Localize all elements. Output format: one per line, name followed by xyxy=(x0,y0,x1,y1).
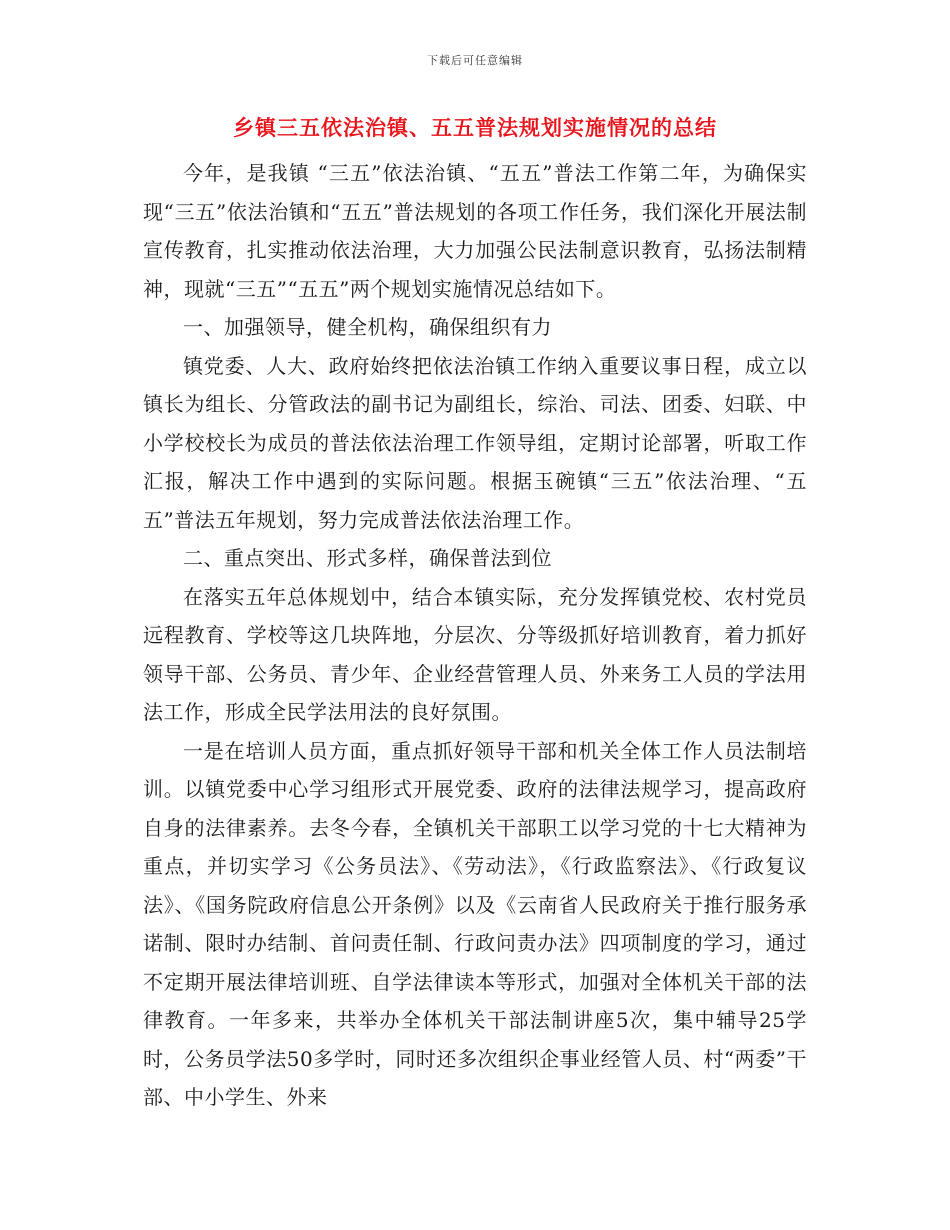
intro-paragraph: 今年，是我镇 “三五”依法治镇、“五五”普法工作第二年，为确保实现“三五”依法治镇和“五五”普法规划的各项工作任务，我们深化开展法制宣传教育，扎实推动依法治理，大力加强公民法制意识教育，弘扬法制精神，现就“三五”“五五”两个规划实施情况总结如下。 xyxy=(143,161,807,301)
section-heading-2: 二、重点突出、形式多样，确保普法到位 xyxy=(183,546,552,570)
section-heading-1: 一、加强领导，健全机构，确保组织有力 xyxy=(183,315,552,339)
section-1-paragraph: 镇党委、人大、政府始终把依法治镇工作纳入重要议事日程，成立以镇长为组长、分管政法的副书记为副组长，综治、司法、团委、妇联、中小学校校长为成员的普法依法治理工作领导组，定期讨论部署，听取工作汇报，解决工作中遇到的实际问题。根据玉碗镇“三五”依法治理、“五五”普法五年规划，努力完成普法依法治理工作。 xyxy=(143,353,807,532)
section-2-paragraph: 在落实五年总体规划中，结合本镇实际，充分发挥镇党校、农村党员远程教育、学校等这几块阵地，分层次、分等级抓好培训教育，着力抓好领导干部、公务员、青少年、企业经营管理人员、外来务工人员的学法用法工作，形成全民学法用法的良好氛围。 xyxy=(143,584,807,724)
document-body xyxy=(143,154,807,1117)
document-title: 乡镇三五依法治镇、五五普法规划实施情况的总结 xyxy=(233,115,717,140)
section-2-point-1-paragraph: 一是在培训人员方面，重点抓好领导干部和机关全体工作人员法制培训。以镇党委中心学习组形式开展党委、政府的法律法规学习，提高政府自身的法律素养。去冬今春，全镇机关干部职工以学习党的十七大精神为重点，并切实学习《公务员法》、《劳动法》，《行政监察法》、《行政复议法》、《国务院政府信息公开条例》以及《云南省人民政府关于推行服务承诺制、限时办结制、首问责任制、行政问责办法》四项制度的学习，通过不定期开展法律培训班、自学法律读本等形式，加强对全体机关干部的法律教育。一年多来，共举办全体机关干部法制讲座5次，集中辅导25学时，公务员学法50多学时，同时还多次组织企事业经管人员、村“两委”干部、中小学生、外来 xyxy=(143,738,807,1109)
page-header-note: 下载后可任意编辑 xyxy=(427,54,523,67)
